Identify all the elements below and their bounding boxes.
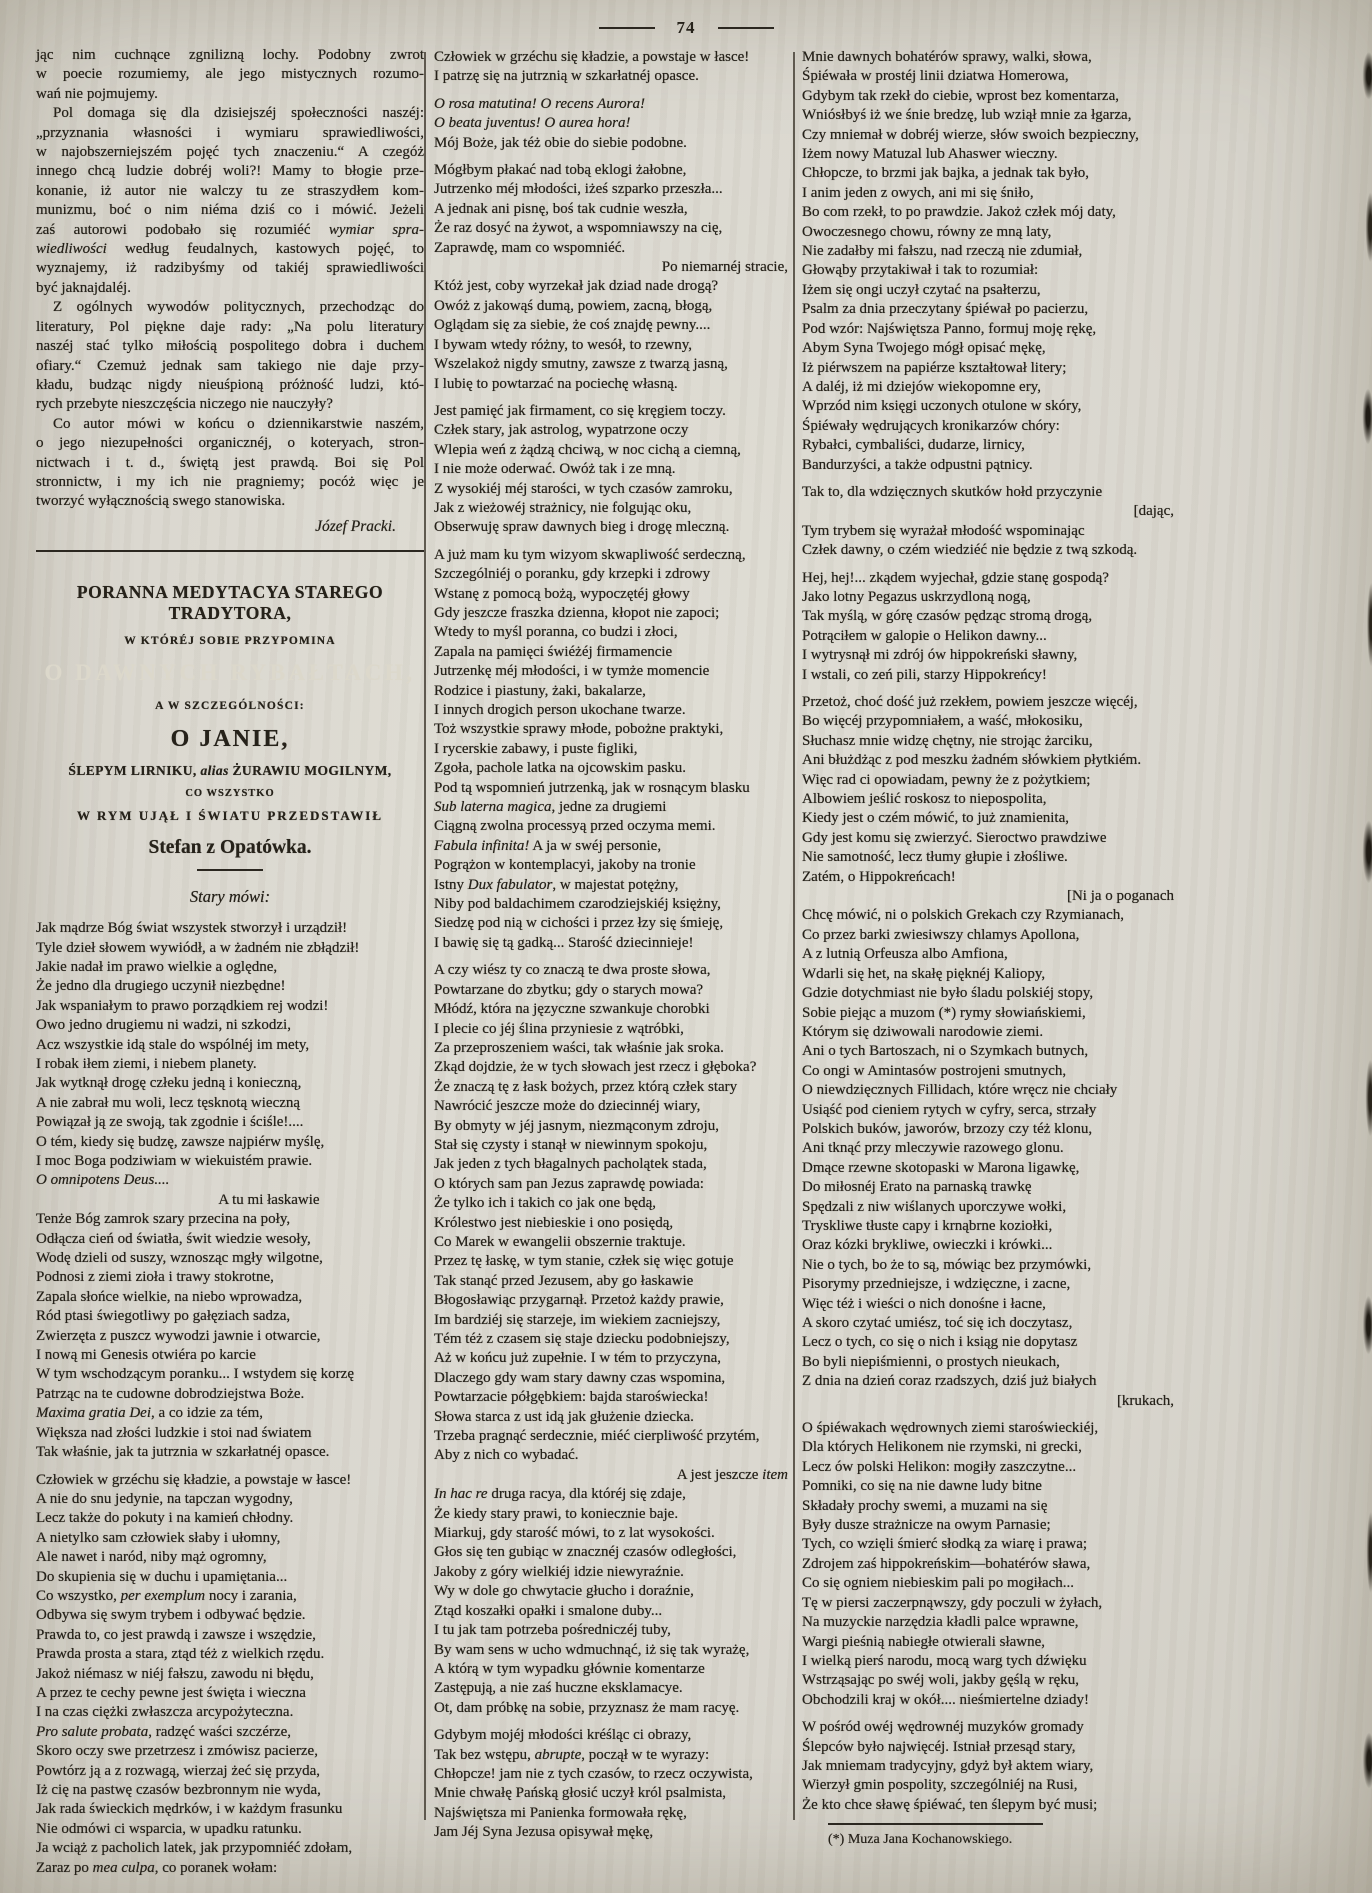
verse-line: Owóż z jakowąś dumą, powiem, zacną, błogą,	[434, 297, 713, 314]
prose-line: jąc nim cuchnące zgnilizną lochy. Podobny zwrot	[36, 47, 424, 63]
verse-line: O rosa matutina! O recens Aurora!	[434, 95, 645, 112]
verse-line: Niby pod baldachimem czarodziejskiéj księżny,	[434, 896, 721, 913]
verse-line: Nie odmówi ci wsparcia, w upadku ratunku.	[36, 1820, 302, 1837]
verse-line: Obserwuję spraw dawnych bieg i drogę mleczną.	[434, 519, 730, 536]
verse-line: Aż w końcu już zupełnie. I w tém to przyczyna,	[434, 1350, 721, 1367]
verse-line: Zaraz po mea culpa, co poranek wołam:	[36, 1859, 278, 1876]
verse-line: Ani błużdżąc z pod meszku żadném słówkiem płytkiém.	[802, 752, 1142, 769]
verse-line: Szczególniéj o poranku, gdy krzepki i zdrowy	[434, 566, 711, 583]
verse-line: Tym trybem się wyrażał młodość wspominając	[802, 522, 1085, 539]
verse-line: Mnie chwałę Pańską głosić uczył król psalmista,	[434, 1785, 727, 1802]
verse-line: Jutrzenko méj młodości, iżeś szparko przeszła...	[434, 181, 723, 198]
verse-line: Gdybym mojéj młodości kréśląc ci obrazy,	[434, 1727, 692, 1744]
page-number-header	[536, 18, 836, 38]
verse-line: O niewdzięcznych Fillidach, które wręcz nie chciały	[802, 1082, 1118, 1099]
verse-line: A nie zabrał mu woli, lecz tęsknotą wieczną	[36, 1094, 301, 1111]
verse-line: Gdy jeszcze fraszka dzienna, kłopot nie zapoci;	[434, 604, 720, 621]
verse-line: Co się ogniem niebieskim pali po mogiłach...	[802, 1575, 1075, 1592]
verse-line: Co wszystko, per exemplum nocy i zarania,	[36, 1587, 297, 1604]
verse-line: W tym wschodzącym poranku... I wstydem się korzę	[36, 1366, 354, 1383]
verse-line: Rodzice i piastuny, żaki, bakalarze,	[434, 682, 646, 699]
verse-line: [dając,	[1133, 503, 1174, 520]
verse-line: Albowiem jeślić roskosz to niepospolita,	[802, 791, 1047, 808]
verse-line: Fabula infinita! A ja w swéj personie,	[434, 837, 662, 854]
verse-line: I plecie co jéj ślina przyniesie z wątróbki,	[434, 1020, 684, 1037]
verse-line: I bywam wtedy różny, to wesół, to rzewny,	[434, 336, 692, 353]
verse-line: Tych, co wzięli śmierć słodką za wiarę i prawa;	[802, 1536, 1088, 1553]
verse-line: Miarkuj, gdy starość mówi, to z lat wysokości.	[434, 1525, 715, 1542]
verse-line: Pod tą wspomnień jutrzenką, jak w rosnącym blasku	[434, 779, 750, 796]
verse-line: Że tylko ich i takich co jak one będą,	[434, 1195, 657, 1212]
column-divider-right	[793, 52, 795, 1820]
verse-line: Acz wszystkie idą stale do wspólnéj im mety,	[36, 1036, 310, 1053]
verse-line: [krukach,	[1116, 1392, 1174, 1409]
verse-line: I nie może oderwać. Owóż tak i ze mną.	[434, 461, 676, 478]
prose-line: w poecie rozumiemy, ale jego mistycznych rozumo-	[36, 66, 424, 83]
prose-line: stronnictw, i my ich nie pragniemy; pocóż więc je	[36, 473, 424, 490]
verse-line: I tu jak tam potrzeba pośredniczéj tuby,	[434, 1622, 671, 1639]
prose-line: być jaknajdaléj.	[36, 279, 131, 296]
prose-line: Co autor mówi w końcu o dziennikarstwie naszém,	[53, 415, 424, 432]
verse-line: Maxima gratia Dei, a co idzie za tém,	[36, 1405, 264, 1422]
prose-line: tworzyć wyłącznością swego stanowiska.	[36, 493, 286, 510]
prose-line: wań nie pojmujemy.	[36, 85, 158, 102]
verse-line: Bo więcéj przypomniałem, a waść, młokosiku,	[802, 713, 1083, 730]
verse-line: Jak jeden z tych błagalnych pacholątek stada,	[434, 1156, 707, 1173]
verse-line: Ślepców było najwięcéj. Istniał przesąd stary,	[802, 1738, 1076, 1755]
verse-line: Zwierzęta z puszcz wywodzi jawnie i otwarcie,	[36, 1327, 321, 1344]
verse-line: Usiąść pod cieniem rytych w cyfry, serca, strzały	[802, 1101, 1097, 1118]
verse-line: Toż wszystkie sprawy młode, pobożne praktyki,	[434, 721, 724, 738]
verse-line: Tyle dzieł słowem wywiódł, a w żadném nie zbłądził!	[36, 939, 360, 956]
verse-line: Ot, dam próbkę na sobie, przyznasz że mam racyę.	[434, 1699, 740, 1716]
verse-line: Lecz także do pokuty i na kamień chłodny.	[36, 1510, 294, 1527]
article-signature: Józef Pracki.	[315, 517, 396, 535]
verse-line: Tak to, dla wdzięcznych skutków hołd przyczynie	[802, 483, 1103, 500]
verse-line: A z lutnią Orfeusza albo Amfiona,	[802, 946, 1008, 963]
verse-line: A jest jeszcze item	[676, 1466, 788, 1483]
verse-line: By obmyty w jéj jasnym, niezmąconym zdroju,	[434, 1117, 719, 1134]
verse-line: Nie samotność, lecz tłumy głupie i złośliwe.	[802, 849, 1068, 866]
prose-line: rych przebyte nieszczęścia niczego nie nauczyły?	[36, 396, 333, 413]
verse-line: Wierzył gmin pospolity, szczególniéj na Rusi,	[802, 1777, 1078, 1794]
article-ending-prose	[36, 46, 424, 512]
verse-line: I lubię to powtarzać na pociechę własną.	[434, 375, 678, 392]
verse-line: Zapala na pamięci świéżéj firmamencie	[434, 643, 673, 660]
verse-line: Nie o tych, bo że to są, mówiąc bez przymówki,	[802, 1256, 1092, 1273]
verse-line: Jakie nadał im prawo wielkie a oględne,	[36, 958, 278, 975]
verse-line: Co ongi w Amintasów postrojeni smutnych,	[802, 1062, 1067, 1079]
verse-line: I nową mi Genesis otwiéra po karcie	[36, 1347, 256, 1364]
verse-line: Ród ptasi świegotliwy po gałęziach sadza,	[36, 1308, 291, 1325]
verse-line: Przez tę łaskę, w tym stanie, człek się więc gotuje	[434, 1253, 734, 1270]
verse-line: Tak myślą, w górę czasów pędząc stromą drogą,	[802, 608, 1093, 625]
verse-line: Zapala słońce wielkie, na niebo wprowadza,	[36, 1288, 303, 1305]
verse-line: Pomniki, co się na nie dawne ludy bitne	[802, 1478, 1042, 1495]
prose-line: Pol domaga się dla dzisiejszéj społeczności naszéj:	[53, 105, 424, 122]
verse-line: Tak stanąć przed Jezusem, aby go łaskawie	[434, 1272, 694, 1289]
verse-line: Pro salute probata, radzęć waści szczérze,	[36, 1723, 292, 1740]
title-sub-4: W RYM UJĄŁ I ŚWIATU PRZEDSTAWIŁ	[76, 807, 384, 823]
verse-line: Dlaczego gdy wam stary dawny czas wspomina,	[434, 1369, 726, 1386]
verse-line: Siedzę pod nią w cichości i przez łzy się śmieję,	[434, 915, 724, 932]
verse-line: Owoczesnego chowu, równy ze mną laty,	[802, 223, 1052, 240]
verse-line: Przetoż, choć dość już rzekłem, powiem jeszcze więcéj,	[802, 694, 1138, 710]
prose-line: zaś autorowi podobało się rozumiéć wymiar spra-	[36, 221, 425, 238]
verse-line: O omnipotens Deus....	[36, 1172, 170, 1189]
verse-line: Ja wciąż z pacholich latek, jak przypomniéć zdołam,	[36, 1840, 353, 1857]
verse-line: Rybałci, cymbaliści, dudarze, lirnicy,	[802, 437, 1025, 454]
verse-line: Trzeba pragnąć serdecznie, miéć cierpliwość przytém,	[434, 1428, 760, 1445]
verse-line: Pod wzór: Najświętsza Panno, formuj moję rękę,	[802, 320, 1097, 337]
verse-line: Za przeproszeniem waści, tak właśnie jak sroka.	[434, 1039, 724, 1056]
verse-line: Jak wspaniałym to prawo porządkiem rej wodzi!	[36, 997, 329, 1014]
verse-line: Prawda to, co jest prawdą i zawsze i wszędzie,	[36, 1626, 316, 1643]
verse-line: Owo jedno drugiemu ni wadzi, ni szkodzi,	[36, 1017, 291, 1034]
verse-line: Słowa starca z ust idą jak głużenie dziecka.	[434, 1408, 694, 1425]
verse-line: A już mam ku tym wizyom skwapliwość serdeczną,	[434, 546, 746, 563]
verse-line: Z dnia na dzień coraz rzadszych, dziś już białych	[802, 1373, 1097, 1390]
verse-line: Wszelakoż nigdy smutny, zawsze z twarzą jasną,	[434, 356, 728, 373]
page-number: 74	[676, 18, 696, 37]
verse-line: Abym Syna Twojego mógł opisać mękę,	[802, 340, 1046, 357]
verse-line: I rycerskie zabawy, i puste figliki,	[434, 740, 638, 757]
verse-line: Że raz dosyć na żywot, a wspomniawszy na cię,	[434, 220, 723, 237]
verse-line: Ale nawet i naród, niby mąż ogromny,	[36, 1549, 267, 1566]
verse-line: Im bardziéj się starzeje, im wiekiem zacniejszy,	[434, 1311, 721, 1328]
verse-line: Wargi pieśnią nabiegłe otwierali sławne,	[802, 1633, 1046, 1650]
prose-line: nictwach i t. d., świętą jest prawdą. Boi się Pol	[36, 454, 424, 471]
verse-line: Że kiedy stary prawi, to koniecznie baje.	[434, 1505, 679, 1522]
verse-line: Ciągną zwolna processyą przed oczyma memi.	[434, 818, 716, 835]
verse-line: A daléj, iż mi dziejów wiekopomne ery,	[802, 378, 1041, 395]
verse-line: Człek dawny, o czém wiedziéć nie będzie z twą szkodą.	[802, 542, 1138, 559]
speaker-caption: Stary mówi:	[189, 887, 271, 907]
verse-line: Polskich buków, jaworów, brzozy czy téż klonu,	[802, 1120, 1093, 1137]
prose-line: o jego niezupełności organicznéj, o koteryach, stron-	[36, 435, 424, 452]
verse-line: Gdybym tak rzekł do ciebie, wprost bez komentarza,	[802, 87, 1119, 104]
verse-line: Wstrząsając po swéj woli, jakby gęślą w ręku,	[802, 1672, 1079, 1689]
prose-line: wiedliwości według feudalnych, kastowych pojęć, to	[36, 241, 424, 258]
verse-line: Królestwo jest niebieskie i ono posiędą,	[434, 1214, 674, 1231]
column-2	[434, 46, 788, 1843]
title-author: Stefan z Opatówka.	[148, 836, 312, 858]
verse-line: Po niemarnéj stracie,	[661, 259, 788, 276]
footnote-text: (*) Muza Jana Kochanowskiego.	[828, 1831, 1013, 1847]
verse-line: Wdarli się het, na skałę pięknéj Kaliopy,	[802, 965, 1046, 982]
verse-line: Że jedno dla drugiego uczynił niezbędne!	[36, 978, 286, 995]
verse-line: O śpiéwakach wędrownych ziemi staroświeckiéj,	[802, 1420, 1099, 1437]
poem-column-2	[434, 48, 788, 1843]
verse-line: Że znaczą tę z łask bożych, przez którą człek stary	[434, 1078, 738, 1095]
verse-line: Spędzali z niw wiślanych uporczywe wołki,	[802, 1198, 1067, 1215]
verse-line: Na muzyckie narzędzia kładli palce wprawne,	[802, 1614, 1079, 1631]
verse-line: Człek stary, jak astrolog, wypatrzone oczy	[434, 422, 689, 439]
title-sub-3: CO WSZYSTKO	[185, 787, 275, 799]
verse-line: Bo com rzekł, to po prawdzie. Jakoż człek mój daty,	[802, 204, 1116, 221]
section-divider-rule	[36, 550, 424, 552]
verse-line: Chłopcze! jam nie z tych czasów, to rzecz oczywista,	[434, 1765, 753, 1782]
verse-line: Nawrócić jeszcze może do dziecinnéj wiary,	[434, 1098, 701, 1115]
verse-line: I robak iłem ziemi, i niebem planety.	[36, 1055, 257, 1072]
verse-line: Bo byli niepiśmienni, o prostych nieukach,	[802, 1353, 1060, 1370]
prose-line: Z ogólnych wywodów politycznych, przechodząc do	[53, 299, 424, 316]
verse-line: Podnosi z ziemi zioła i trawy stokrotne,	[36, 1269, 274, 1286]
verse-line: Jam Jéj Syna Jezusa opisywał mękę,	[434, 1824, 654, 1841]
verse-line: Wodę dzieli od suszy, wznosząc mgły wilgotne,	[36, 1250, 323, 1267]
verse-line: [Ni ja o poganach	[1066, 888, 1174, 905]
verse-line: I anim jeden z owych, ani mi się śniło,	[802, 184, 1034, 201]
verse-line: Do miłosnéj Erato na parnaską trawkę	[802, 1179, 1032, 1196]
verse-line: Tak bez wstępu, abrupte, począł w te wyrazy:	[434, 1746, 710, 1763]
verse-line: Tenże Bóg zamrok szary przecina na poły,	[36, 1211, 291, 1228]
column-3	[802, 46, 1174, 1848]
title-main: PORANNA MEDYTACYA STAREGO TRADYTORA,	[76, 581, 384, 623]
verse-line: Składały prochy swemi, a muzami na się	[802, 1497, 1048, 1514]
verse-line: Były dusze strażnicze na owym Parnasie;	[802, 1517, 1051, 1534]
verse-line: I wytrysnął mi zdrój ów hippokreński sławny,	[802, 647, 1078, 664]
verse-line: Zaprawdę, mam co wspomniéć.	[434, 239, 626, 256]
header-rule-left-icon	[599, 27, 655, 29]
verse-line: Pisorymy przedniejsze, i wdzięczne, i zacne,	[802, 1276, 1071, 1293]
verse-line: A którą w tym wypadku głównie komentarze	[434, 1660, 705, 1677]
verse-line: Słuchasz mnie widzę chętny, nie strojąc żarciku,	[802, 732, 1093, 749]
prose-line: literatury, Pol piękne daje rady: „Na polu literatury	[36, 318, 424, 335]
verse-line: Oraz kózki brykliwe, owieczki i krówki...	[802, 1237, 1053, 1254]
verse-line: O tém, kiedy się budzę, zawsze najpiérw myślę,	[36, 1133, 325, 1150]
verse-line: I wstali, co zeń pili, starzy Hippokreńcy!	[802, 666, 1047, 683]
verse-line: Młódź, która na języczne szwankuje chorobki	[434, 1001, 710, 1018]
verse-line: I patrzę się na jutrznią w szkarłatnéj opasce.	[434, 68, 699, 85]
verse-line: I bawię się tą gadką... Starość dziecinnieje!	[434, 934, 694, 951]
verse-line: A przez te cechy pewne jest święta i wieczna	[36, 1684, 306, 1701]
prose-line: naszéj stać tylko miłością pospolitego dobra i duchem	[36, 338, 424, 355]
verse-line: A skoro czytać umiész, toć się ich doczytasz,	[802, 1315, 1073, 1331]
verse-line: Mnie dawnych bohatérów sprawy, walki, słowa,	[802, 49, 1092, 65]
verse-line: Zatém, o Hippokreńcach!	[802, 868, 956, 885]
verse-line: A tu mi łaskawie	[218, 1191, 320, 1208]
verse-line: Jak mniemam tradycyjny, gdyż był aktem wiary,	[802, 1757, 1094, 1774]
verse-line: Iż piérwszem na papiérze kształtował litery;	[802, 359, 1067, 376]
verse-line: Stał się czysty i stanął w niewinnym spokoju,	[434, 1136, 708, 1153]
verse-line: Mógłbym płakać nad tobą eklogi żałobne,	[434, 162, 687, 179]
verse-line: Człowiek w grzéchu się kładzie, a powstaje w łasce!	[434, 49, 750, 65]
prose-line: „przyznania własności i wymiaru sprawiedliwości,	[36, 124, 424, 141]
verse-line: Gdzie dotychmiast nie było śladu polskiéj stopy,	[802, 985, 1094, 1002]
verse-line: I innych drogich person ukochane twarze.	[434, 702, 686, 718]
verse-line: Kiedy jest o czém mówić, to już znamienita,	[802, 810, 1069, 827]
verse-line: Wstanę z pomocą bożą, wypoczętéj głowy	[434, 585, 690, 602]
article-title-block	[36, 582, 424, 907]
verse-line: Sub laterna magica, jedne za drugiemi	[434, 799, 667, 816]
verse-line: Czy mniemał w dobréj wierze, słów swoich bezpieczny,	[802, 126, 1139, 143]
verse-line: Do skupienia się w duchu i upamiętania...	[36, 1568, 288, 1585]
verse-line: Lecz ów polski Helikon: mogiły zaszczytne...	[802, 1458, 1077, 1475]
verse-line: Nie zadałby mi fałszu, nad rzeczą nie zdumiał,	[802, 243, 1083, 260]
verse-line: Jak mądrze Bóg świat wszystek stworzył i urządził!	[36, 920, 348, 937]
verse-line: Większa nad złości ludzkie i stoi nad światem	[36, 1424, 312, 1441]
verse-line: Tém téż z czasem się staje dziecku podobniejszy,	[434, 1331, 730, 1347]
verse-line: Aby z nich co wybadać.	[434, 1447, 579, 1464]
verse-line: Dla których Helikonem nie rzymski, ni grecki,	[802, 1439, 1082, 1456]
verse-line: Że kto chce sławę śpiéwać, ten ślepym być musi;	[802, 1796, 1098, 1813]
verse-line: Powiązał ją ze swoją, tak zgodnie i ściśle!....	[36, 1114, 304, 1131]
verse-line: O beata juventus! O aurea hora!	[434, 115, 631, 132]
verse-line: Wprzód nim księgi uczonych otulone w skóry,	[802, 398, 1082, 415]
verse-line: Głowąby przytakiwał i tak to rozumiał:	[802, 262, 1039, 279]
verse-line: Istny Dux fabulator, w majestat potężny,	[434, 876, 679, 893]
column-divider-left	[424, 52, 426, 1820]
verse-line: Jak rada świeckich mędrków, i w każdym frasunku	[36, 1801, 343, 1818]
title-ornamental: O DAWNYCH RYBAŁTACH,	[44, 659, 416, 685]
verse-line: Odbywa się swym trybem i odbywać będzie.	[36, 1607, 306, 1624]
verse-line: Zastępują, a nie zaś huczne eksklamacye.	[434, 1680, 683, 1697]
header-rule-right-icon	[718, 27, 774, 29]
footnote-rule	[828, 1823, 1043, 1825]
verse-line: Wy w dole go chwytacie głucho i doraźnie,	[434, 1583, 694, 1600]
verse-line: Którym się dziwowali narodowie ziemi.	[802, 1023, 1044, 1040]
verse-line: Psalm za dnia przeczytany śpiéwał po pacierzu,	[802, 301, 1089, 318]
verse-line: Zkąd dojdzie, że w tych słowach jest rzecz i głęboka?	[434, 1059, 757, 1076]
verse-line: Powtarzane do zbytku; gdy o starych mowa?	[434, 981, 704, 998]
verse-line: Bandurzyści, a także odpustni pątnicy.	[802, 456, 1033, 473]
prose-line: konanie, iż autor nie walczy tu ze straszydłem kom-	[36, 182, 424, 199]
verse-line: I wielką pierś narodu, mocą warg tych dźwięku	[802, 1652, 1087, 1669]
verse-line: Ani tknąć przy mleczywie razowego glonu.	[802, 1140, 1064, 1157]
verse-line: I moc Boga podziwiam w wiekuistém prawie.	[36, 1153, 313, 1169]
verse-line: By wam sens w ucho wdmuchnąć, iż się tak wyrażę,	[434, 1641, 750, 1658]
verse-line: Zdrojem zaś hippokreńskim—bohatérów sława,	[802, 1555, 1091, 1572]
verse-line: Jako lotny Pegazus uskrzydloną nogą,	[802, 588, 1031, 605]
verse-line: Powtarzacie półgębkiem: bajda staroświecka!	[434, 1389, 709, 1406]
verse-line: Głos się ten gubiąc w znacznéj czasów odległości,	[434, 1544, 737, 1561]
verse-line: Chcę mówić, ni o polskich Grekach czy Rzymianach,	[802, 907, 1124, 924]
title-subject: O JANIE,	[170, 725, 290, 752]
prose-line: innego chcą ludzie dobréj woli?! Mamy to błogie prze-	[36, 163, 424, 180]
title-sub-2: A W SZCZEGÓLNOŚCI:	[155, 699, 305, 712]
verse-line: Tryskliwe tłuste capy i krnąbrne koziołki,	[802, 1217, 1053, 1234]
verse-line: Tak właśnie, jak ta jutrznia w szkarłatnéj opasce.	[36, 1444, 330, 1461]
verse-line: Prawda prosta a stara, ztąd téż z wielkich rzędu.	[36, 1646, 325, 1663]
verse-line: Obchodzili kraj w okół.... nieśmiertelne dziady!	[802, 1691, 1089, 1708]
verse-line: Więc rad ci opowiadam, pewny że z pożytkiem;	[802, 771, 1091, 788]
verse-line: A czy wiész ty co znaczą te dwa proste słowa,	[434, 962, 711, 979]
verse-line: Jutrzenkę méj młodości, i w tymże momencie	[434, 663, 710, 680]
verse-line: Pogrążon w kontemplacyi, jakoby na tronie	[434, 857, 696, 874]
verse-line: Wtedy to myśl poranna, co budzi i złoci,	[434, 624, 678, 641]
title-subject-desc: ŚLEPYM LIRNIKU, alias ŻURAWIU MOGILNYM,	[68, 762, 392, 778]
verse-line: Ztąd koszałki opałki i smalone duby...	[434, 1602, 663, 1619]
prose-line: wyznajemy, iż radzibyśmy od takiéj sprawiedliwości	[36, 260, 424, 277]
verse-line: W pośród owéj wędrownéj muzyków gromady	[802, 1719, 1084, 1736]
verse-line: Zgoła, pachole latka na ojcowskim pasku.	[434, 760, 687, 777]
verse-line: Co Marek w ewangelii obszernie traktuje.	[434, 1233, 686, 1250]
poem-column-3	[802, 48, 1174, 1815]
verse-line: Więc téż i wieści o nich donośne i łacne,	[802, 1295, 1046, 1312]
verse-line: I na czas ciężki zwłaszcza arcypożyteczna.	[36, 1704, 294, 1721]
verse-line: Jest pamięć jak firmament, co się kręgiem toczy.	[434, 402, 726, 419]
verse-line: Jak z wieżowéj strażnicy, nie folgując oku,	[434, 499, 692, 516]
verse-line: Gdy jest komu się zwierzyć. Sieroctwo prawdziwe	[802, 829, 1107, 846]
verse-line: Dmące rzewne skotopaski w Marona ligawkę,	[802, 1159, 1080, 1176]
verse-line: Iżem nowy Matuzal lub Ahaswer wieczny.	[802, 146, 1058, 163]
prose-line: kładu, budząc nigdy nieuśpioną próżność ludzi, któ-	[36, 376, 424, 393]
verse-line: Śpiéwała w prostéj linii dziatwa Homerowa,	[802, 68, 1069, 85]
verse-line: Z wysokiéj méj starości, w tych czasów zamroku,	[434, 480, 733, 497]
verse-line: A nietylko sam człowiek słaby i ułomny,	[36, 1529, 281, 1546]
verse-line: Lecz o tych, co się o nich i ksiąg nie dopytasz	[802, 1334, 1078, 1351]
title-sub-1: W KTÓRÉJ SOBIE PRZYPOMINA	[124, 634, 336, 647]
verse-line: Hej, hej!... zkądem wyjechał, gdzie stanę gospodą?	[802, 569, 1109, 586]
verse-line: O których sam pan Jezus zaprawdę powiada:	[434, 1175, 704, 1192]
prose-line: w najobszerniejszém pojęć tych znaczeniu.“ A czegóż	[36, 144, 424, 161]
verse-line: Wniósłbyś iż we śnie bredzę, lub wziął mnie za łgarza,	[802, 107, 1132, 124]
verse-line: Iżem się ongi uczył czytać na psałterzu,	[802, 281, 1041, 298]
prose-line: ofiary.“ Czemuż jednak sam takiego nie daje przy-	[36, 357, 424, 374]
verse-line: Ani o tych Bartoszach, ni o Szymkach butnych,	[802, 1043, 1089, 1060]
verse-line: Patrząc na te cudowne dobrodziejstwa Boże.	[36, 1385, 305, 1402]
verse-line: Człowiek w grzéchu się kładzie, a powstaje w łasce!	[36, 1471, 352, 1488]
verse-line: Mój Boże, jak téż obie do siebie podobne.	[434, 134, 687, 151]
verse-line: In hac re druga racya, dla któréj się zdaje,	[434, 1486, 686, 1503]
prose-line: munizmu, boć o nim niéma dziś co i mówić. Jeżeli	[36, 202, 424, 219]
verse-line: Sobie piejąc a muzom (*) rymy słowiańskiemi,	[802, 1004, 1086, 1021]
verse-line: Co przez barki zwiesiwszy chlamys Apollona,	[802, 926, 1080, 943]
verse-line: Skoro oczy swe przetrzesz i zmówisz pacierze,	[36, 1743, 318, 1760]
verse-line: Odłącza cień od światła, świt wiedzie wesoły,	[36, 1230, 311, 1247]
verse-line: Śpiéwały wędrujących kronikarzów chóry:	[802, 417, 1060, 434]
binding-edge-shadow	[1356, 0, 1372, 1893]
verse-line: Oglądam się za siebie, że coś znajdę pewny....	[434, 317, 711, 334]
verse-line: Wlepia weń z żądzą chciwą, w noc cichą a ciemną,	[434, 441, 741, 458]
verse-line: Jakoż niémasz w niéj fałszu, zawodu ni błędu,	[36, 1665, 314, 1682]
verse-line: Najświętsza mi Panienka formowała rękę,	[434, 1804, 687, 1821]
verse-line: Potrąciłem w galopie o Helikon dawny...	[802, 627, 1047, 644]
verse-line: Któż jest, coby wyrzekał jak dziad nade drogą?	[434, 278, 719, 295]
verse-line: Chłopcze, to brzmi jak bajka, a jednak tak było,	[802, 165, 1089, 182]
verse-line: Tę w piersi zaczerpnąwszy, gdy poczuli w żyłach,	[802, 1594, 1103, 1611]
poem-column-1	[36, 919, 424, 1878]
verse-line: A nie do snu jedynie, na tapczan wygodny,	[36, 1490, 293, 1507]
column-1	[36, 46, 424, 1878]
verse-line: Jakoby z góry wielkiéj idzie niewyraźnie.	[434, 1563, 684, 1580]
verse-line: Jak wytknął drogę człeku jedną i konieczną,	[36, 1075, 302, 1092]
verse-line: Powtórz ją a z rozwagą, wierzaj żeć się przyda,	[36, 1762, 321, 1779]
verse-line: Błogosławiąc przygarnął. Przetoż każdy prawie,	[434, 1292, 724, 1309]
verse-line: A jednak ani pisnę, boś tak cudnie weszła,	[434, 200, 688, 217]
verse-line: Iż cię na pastwę czasów bezbronnym nie wyda,	[36, 1782, 321, 1798]
title-end-rule	[197, 869, 263, 871]
